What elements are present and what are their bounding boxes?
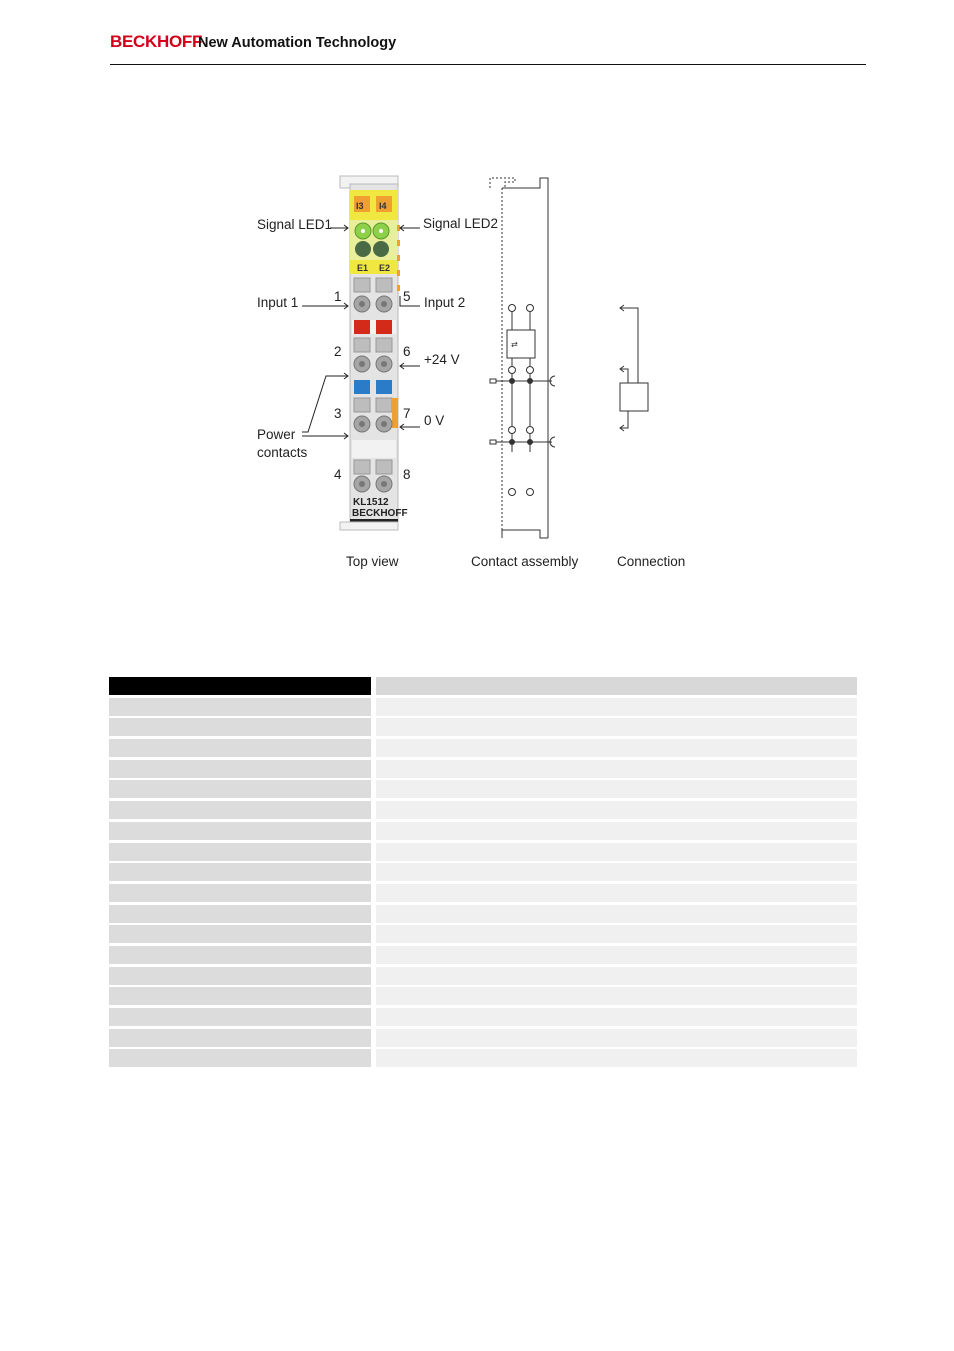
table-cell-label xyxy=(109,925,371,943)
terminal-number-1: 1 xyxy=(334,289,342,304)
table-cell-value xyxy=(376,843,857,861)
table-cell-label xyxy=(109,718,371,736)
terminal-number-5: 5 xyxy=(403,289,411,304)
table-row xyxy=(109,946,857,964)
terminal-top-view xyxy=(340,176,408,530)
terminal-number-8: 8 xyxy=(403,467,411,482)
terminal-figure xyxy=(240,170,720,580)
table-cell-label xyxy=(109,987,371,1005)
table-cell-value xyxy=(376,1049,857,1067)
callout-input2: Input 2 xyxy=(424,295,466,310)
table-cell-label xyxy=(109,1029,371,1047)
terminal-diagram xyxy=(240,170,720,580)
table-row xyxy=(109,780,857,798)
label-i4: I4 xyxy=(379,201,387,211)
table-cell-value xyxy=(376,967,857,985)
terminal-model: KL1512 xyxy=(353,497,389,508)
table-row xyxy=(109,905,857,923)
label-e2: E2 xyxy=(379,263,391,273)
terminal-number-6: 6 xyxy=(403,344,411,359)
table-cell-value xyxy=(376,946,857,964)
table-row xyxy=(109,863,857,881)
plus-power-contact-1 xyxy=(354,320,370,334)
table-cell-value xyxy=(376,780,857,798)
table-cell-label xyxy=(109,946,371,964)
contact-assembly-diagram xyxy=(490,178,555,538)
table-cell-label xyxy=(109,1008,371,1026)
table-cell-label xyxy=(109,698,371,716)
table-cell-label xyxy=(109,884,371,902)
callout-zero-v: 0 V xyxy=(424,413,445,428)
table-cell-value xyxy=(376,739,857,757)
table-cell-value xyxy=(376,863,857,881)
table-row xyxy=(109,760,857,778)
table-cell-value xyxy=(376,698,857,716)
callout-signal-led1: Signal LED1 xyxy=(257,217,333,232)
callout-input1: Input 1 xyxy=(257,295,299,310)
table-cell-value xyxy=(376,987,857,1005)
table-row xyxy=(109,1049,857,1067)
table-row xyxy=(109,822,857,840)
table-cell-label xyxy=(109,739,371,757)
table-cell-value xyxy=(376,905,857,923)
table-cell-value xyxy=(376,1008,857,1026)
table-cell-value xyxy=(376,884,857,902)
brand-logo: BECKHOFF xyxy=(110,32,203,51)
label-i3: I3 xyxy=(356,201,364,211)
table-cell-value xyxy=(376,801,857,819)
terminal-number-3: 3 xyxy=(334,406,342,421)
table-row xyxy=(109,698,857,716)
callout-power-1: Power xyxy=(257,427,296,442)
caption-contact-assembly: Contact assembly xyxy=(471,554,579,569)
table-row xyxy=(109,718,857,736)
callout-plus24v: +24 V xyxy=(424,352,460,367)
brand-tagline: New Automation Technology xyxy=(198,35,397,51)
callout-power-2: contacts xyxy=(257,445,308,460)
table-row xyxy=(109,987,857,1005)
table-row xyxy=(109,925,857,943)
table-cell-value xyxy=(376,925,857,943)
table-cell-value xyxy=(376,822,857,840)
table-cell-value xyxy=(376,1029,857,1047)
terminal-number-2: 2 xyxy=(334,344,342,359)
table-row xyxy=(109,884,857,902)
minus-power-contact-2 xyxy=(376,380,392,394)
technical-data-table xyxy=(109,677,857,1070)
table-cell-value xyxy=(376,760,857,778)
table-row xyxy=(109,801,857,819)
table-row xyxy=(109,1008,857,1026)
table-cell-label xyxy=(109,863,371,881)
table-row xyxy=(109,843,857,861)
table-row xyxy=(109,739,857,757)
table-cell-label xyxy=(109,801,371,819)
terminal-maker: BECKHOFF xyxy=(352,508,408,519)
plus-power-contact-2 xyxy=(376,320,392,334)
table-cell-label xyxy=(109,1049,371,1067)
caption-top-view: Top view xyxy=(346,554,399,569)
table-row xyxy=(109,1029,857,1047)
callout-signal-led2: Signal LED2 xyxy=(423,216,499,231)
connection-diagram xyxy=(620,305,648,431)
page-header xyxy=(110,30,866,65)
label-e1: E1 xyxy=(357,263,369,273)
terminal-number-7: 7 xyxy=(403,406,411,421)
table-cell-label xyxy=(109,905,371,923)
table-cell-value xyxy=(376,677,857,695)
table-cell-value xyxy=(376,718,857,736)
table-cell-label xyxy=(109,677,371,695)
table-cell-label xyxy=(109,967,371,985)
minus-power-contact-1 xyxy=(354,380,370,394)
table-cell-label xyxy=(109,822,371,840)
table-header-row xyxy=(109,677,857,695)
table-row xyxy=(109,967,857,985)
table-cell-label xyxy=(109,843,371,861)
terminal-number-4: 4 xyxy=(334,467,342,482)
table-cell-label xyxy=(109,760,371,778)
caption-connection: Connection xyxy=(617,554,686,569)
svg-text:⇄: ⇄ xyxy=(511,340,518,349)
table-cell-label xyxy=(109,780,371,798)
